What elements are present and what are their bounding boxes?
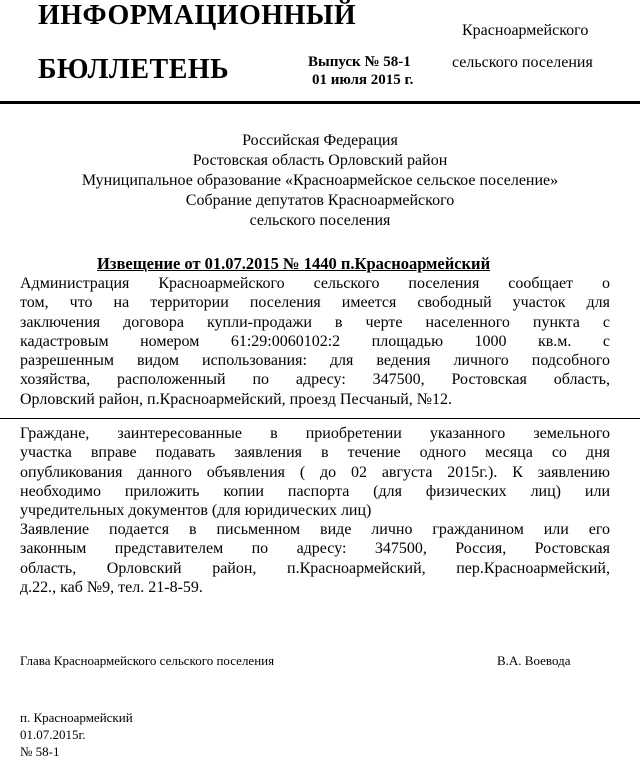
authority-line2: Ростовская область Орловский район [192,152,448,169]
notice-paragraph-1 [20,274,610,409]
header-divider [0,101,640,104]
footer-number: № 58-1 [20,744,60,759]
signatory-position: Глава Красноармейского сельского поселения [20,653,275,668]
issue-number: Выпуск № 58-1 [308,54,411,70]
paragraph-line: Заявление подается в письменном виде лично гражданином или его [20,521,610,538]
notice-paragraph-2 [20,424,610,520]
signatory-name: В.А. Воевода [497,653,571,668]
paragraph-line: кадастровым номером 61:29:0060102:2 площадью 1000 кв.м. с [20,332,610,350]
footer-place: п. Красноармейский [20,710,133,725]
bulletin-title-line2: БЮЛЛЕТЕНЬ [38,54,230,85]
paragraph-line: законным представителем по адресу: 347500, Россия, Ростовская [20,540,610,558]
paragraph-line: хозяйства, расположенный по адресу: 347500, Ростовская область, [20,371,610,389]
authority-line3: Муниципальное образование «Красноармейское сельское поселение» [81,172,559,189]
publisher-line2: сельского поселения [452,54,593,71]
publisher-line1: Красноармейского [462,22,589,39]
notice-title: Извещение от 01.07.2015 № 1440 п.Красноармейский [97,254,491,273]
paragraph-line: опубликования данного объявления ( до 02 августа 2015г.). К заявлению [20,463,610,481]
paragraph-line: область, Орловский район, п.Красноармейский, пер.Красноармейский, [20,559,610,577]
paragraph-line: д.22., каб №9, тел. 21-8-59. [20,578,203,596]
paragraph-line: учредительных документов (для юридических лиц) [20,502,372,520]
paragraph-line: участка вправе подавать заявления в течение одного месяца со дня [20,444,610,462]
paragraph-line: Администрация Красноармейского сельского поселения сообщает о [20,275,610,292]
paragraph-line: Граждане, заинтересованные в приобретении указанного земельного [20,425,610,442]
paragraph-line: Орловский район, п.Красноармейский, проезд Песчаный, №12. [20,390,453,408]
authority-line5: сельского поселения [249,212,391,229]
paragraph-line: необходимо приложить копии паспорта (для физических лиц) или [20,482,610,500]
section-divider [0,418,640,419]
paragraph-line: заключения договора купли-продажи в черте населенного пункта с [20,313,610,331]
paragraph-line: разрешенным видом использования: для ведения личного подсобного [20,352,610,370]
authority-line4: Собрание депутатов Красноармейского [185,192,455,209]
issue-date: 01 июля 2015 г. [312,72,414,88]
authority-line1: Российская Федерация [242,132,398,149]
footer-date: 01.07.2015г. [20,727,86,742]
paragraph-line: том, что на территории поселения имеется свободный участок для [20,294,610,312]
notice-paragraph-3 [20,520,610,597]
bulletin-title-line1: ИНФОРМАЦИОННЫЙ [38,0,357,31]
